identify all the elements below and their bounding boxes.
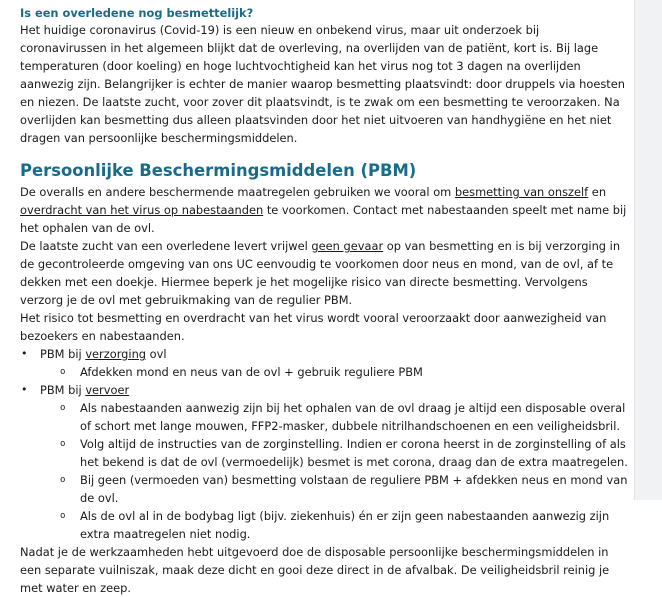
document-content [20,5,628,597]
pbm-list [20,345,628,543]
underlined-text-besmetting: besmetting van onszelf [454,185,589,199]
list-item-vervoer [20,381,628,543]
text-run: Als de ovl al in de bodybag ligt (bijv. ziekenhuis) én er zijn geen nabestaanden aanwezig zijn extra maatregelen niet nodig. [80,509,610,541]
sublist-item [40,435,628,471]
bullet-icon: • [21,383,28,396]
sublist-verzorging [40,363,628,381]
text-run: Afdekken mond en neus van de ovl + gebruik reguliere PBM [80,365,423,379]
sublist-item [40,507,628,543]
text-run: PBM bij [40,383,86,397]
sublist-item [40,363,628,381]
circle-bullet-icon: o [60,367,66,377]
text-run: Als nabestaanden aanwezig zijn bij het ophalen van de ovl draag je altijd een disposable overal of schort met lange mouwen, FFP2-masker, dubbele nitrilhandschoenen en een veiligheidsbril. [80,401,626,433]
underlined-text-geen-gevaar: geen gevaar [311,239,384,253]
pbm-paragraph-1 [20,183,628,237]
bullet-icon: • [21,347,28,360]
underlined-text-vervoer: vervoer [85,383,130,397]
text-run: op van besmetting en is bij verzorging in de gecontroleerde omgeving van ons UC eenvoudig te voorkomen door neus en mond, van de ovl, af te dekken met een doekje. Hiermee beperk je het mogelijke risico van directe besmetting. Vervolgens verzorg je de ovl met gebruikmaking van de regulier PBM. [20,239,621,307]
text-run: Bij geen (vermoeden van) besmetting volstaan de reguliere PBM + afdekken neus en mond van de ovl. [80,473,628,505]
intro-paragraph: Het huidige coronavirus (Covid-19) is een nieuw en onbekend virus, maar uit onderzoek bij coronavirussen in het algemeen blijkt dat de overleving, na overlijden van de patiënt, kort is. Bij lage temperaturen (door koeling) en hoge luchtvochtigheid kan het virus nog tot 3 dagen na overlijden aanwezig zijn. Belangrijker is echter de manier waarop besmetting plaatsvindt: door druppels via hoesten en niezen. De laatste zucht, voor zover dit plaatsvindt, is te zwak om een besmetting te veroorzaken. Na overlijden kan besmetting dus alleen plaatsvinden door het niet uitvoeren van handhygiëne en het niet dragen van persoonlijke beschermingsmiddelen. [20,23,625,145]
text-run: en [588,185,607,199]
text-run: De overalls en andere beschermende maatregelen gebruiken we vooral om [20,185,455,199]
page-gutter [634,0,662,500]
text-run: ovl [146,347,167,361]
underlined-text-verzorging: verzorging [85,347,147,361]
circle-bullet-icon: o [60,403,66,413]
list-item-verzorging [20,345,628,381]
underlined-text-overdracht: overdracht van het virus op nabestaanden [20,203,264,217]
sublist-item [40,471,628,507]
pbm-paragraph-2 [20,237,628,309]
sublist-vervoer [40,399,628,543]
closing-paragraph: Nadat je de werkzaamheden hebt uitgevoerd doe de disposable persoonlijke beschermingsmiddelen in een separate vuilniszak, maak deze dicht en gooi deze direct in de afvalbak. De veiligheidsbril reinig je met water en zeep. [20,545,610,595]
section-heading: Persoonlijke Beschermingsmiddelen (PBM) [20,161,417,180]
text-run: De laatste zucht van een overledene levert vrijwel [20,239,312,253]
text-run: PBM bij [40,347,86,361]
text-run: te voorkomen. Contact met nabestaanden speelt met name bij het ophalen van de ovl. [20,203,627,235]
circle-bullet-icon: o [60,475,66,485]
text-run: Volg altijd de instructies van de zorginstelling. Indien er corona heerst in de zorginstelling of als het bekend is dat de ovl (vermoedelijk) besmet is met corona, draag dan de extra maatregelen. [80,437,628,469]
circle-bullet-icon: o [60,511,66,521]
section-subheading: Is een overledene nog besmettelijk? [20,6,254,20]
pbm-paragraph-3: Het risico tot besmetting en overdracht van het virus wordt vooral veroorzaakt door aanwezigheid van bezoekers en nabestaanden. [20,311,607,343]
circle-bullet-icon: o [60,439,66,449]
sublist-item [40,399,628,435]
